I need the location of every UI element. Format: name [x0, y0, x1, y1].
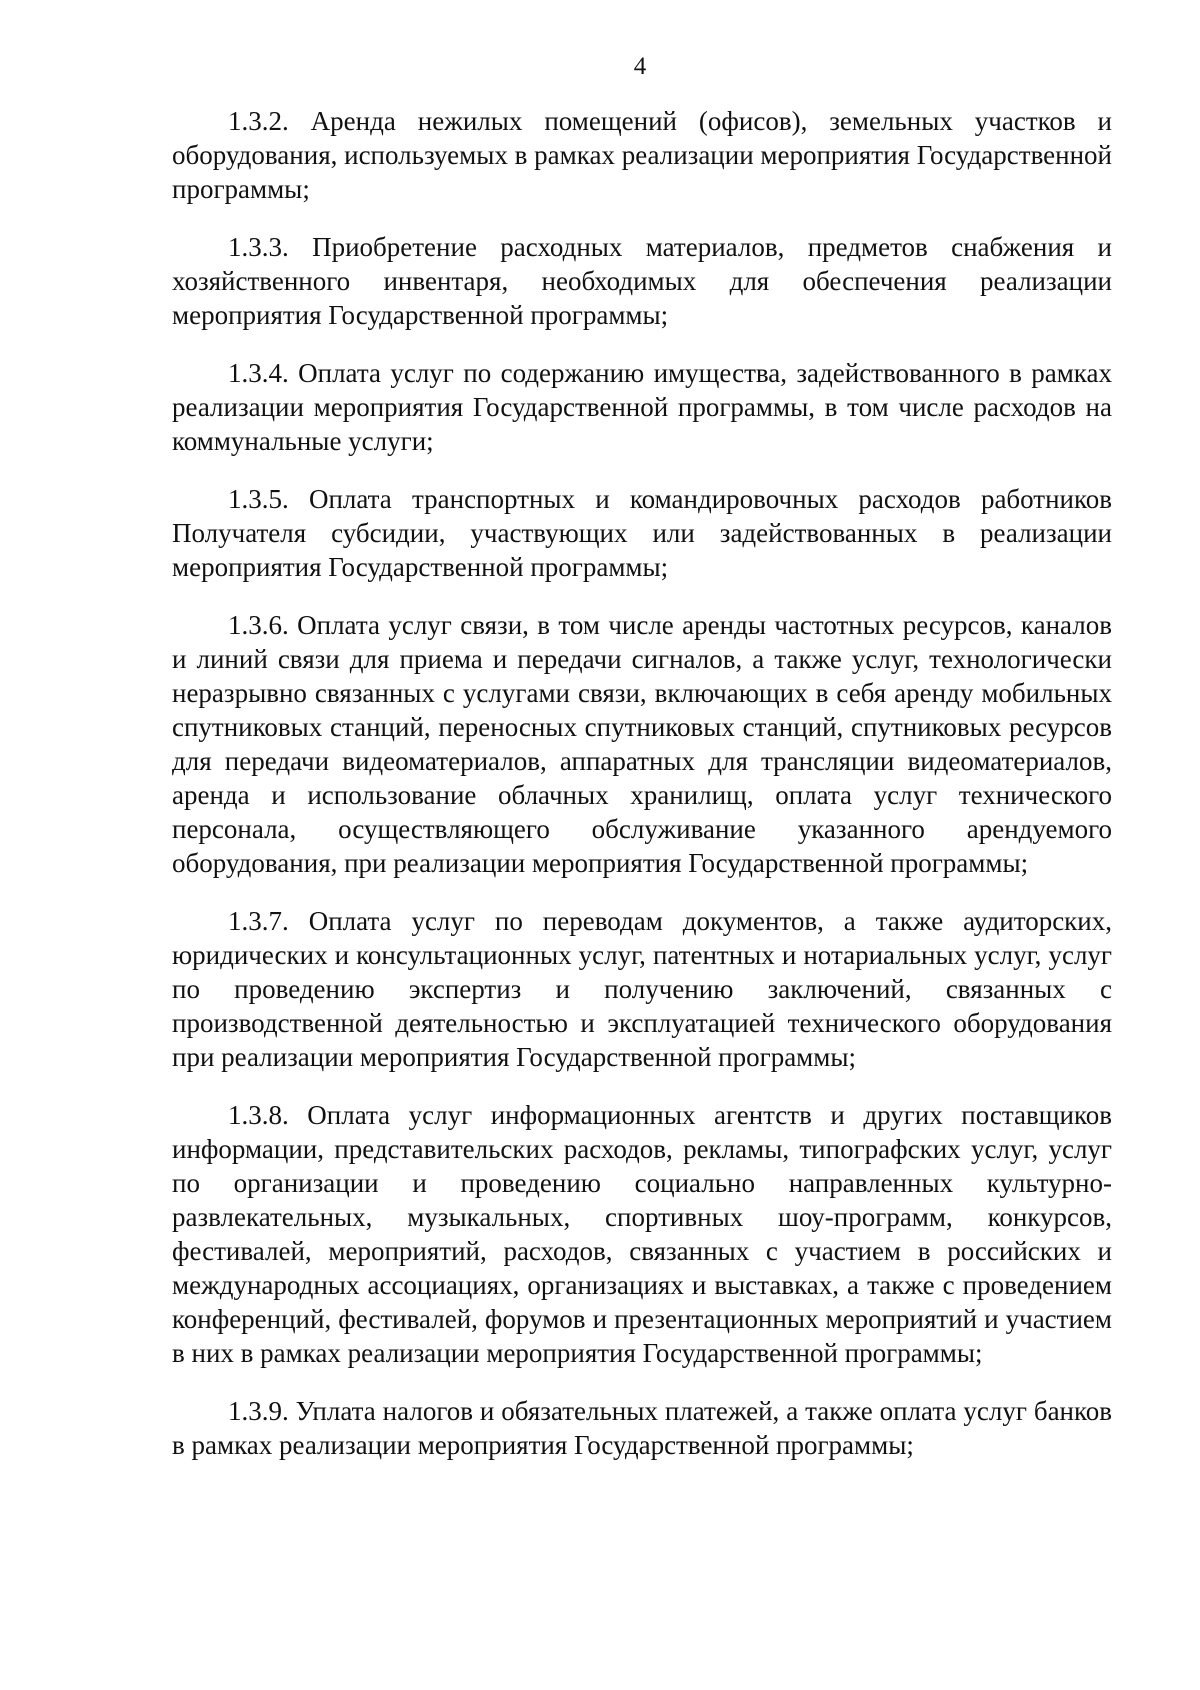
- document-body: [172, 104, 1112, 1462]
- page-number: 4: [633, 53, 647, 80]
- paragraph-1-3-4: 1.3.4. Оплата услуг по содержанию имущества, задействованного в рамках реализации мероприятия Государственной программы, в том числе расходов на коммунальные услуги;: [172, 358, 1112, 456]
- paragraph-1-3-9: 1.3.9. Уплата налогов и обязательных платежей, а также оплата услуг банков в рамках реализации мероприятия Государственной программы;: [172, 1396, 1112, 1460]
- paragraph-1-3-2: 1.3.2. Аренда нежилых помещений (офисов), земельных участков и оборудования, используемых в рамках реализации мероприятия Государственной программы;: [172, 106, 1112, 204]
- paragraph-1-3-3: 1.3.3. Приобретение расходных материалов, предметов снабжения и хозяйственного инвентаря, необходимых для обеспечения реализации мероприятия Государственной программы;: [172, 232, 1112, 330]
- paragraph-1-3-8: 1.3.8. Оплата услуг информационных агентств и других поставщиков информации, представительских расходов, рекламы, типографских услуг, услуг по организации и проведению социально направленных культурно-развлекательных, музыкальных, спортивных шоу-программ, конкурсов, фестивалей, мероприятий, расходов, связанных с участием в российских и международных ассоциациях, организациях и выставках, а также с проведением конференций, фестивалей, форумов и презентационных мероприятий и участием в них в рамках реализации мероприятия Государственной программы;: [172, 1100, 1112, 1368]
- paragraph-1-3-5: 1.3.5. Оплата транспортных и командировочных расходов работников Получателя субсидии, участвующих или задействованных в реализации мероприятия Государственной программы;: [172, 484, 1112, 582]
- paragraph-1-3-7: 1.3.7. Оплата услуг по переводам документов, а также аудиторских, юридических и консультационных услуг, патентных и нотариальных услуг, услуг по проведению экспертиз и получению заключений, связанных с производственной деятельностью и эксплуатацией технического оборудования при реализации мероприятия Государственной программы;: [172, 906, 1112, 1072]
- paragraph-1-3-6: 1.3.6. Оплата услуг связи, в том числе аренды частотных ресурсов, каналов и линий связи для приема и передачи сигналов, а также услуг, технологически неразрывно связанных с услугами связи, включающих в себя аренду мобильных спутниковых станций, переносных спутниковых станций, спутниковых ресурсов для передачи видеоматериалов, аппаратных для трансляции видеоматериалов, аренда и использование облачных хранилищ, оплата услуг технического персонала, осуществляющего обслуживание указанного арендуемого оборудования, при реализации мероприятия Государственной программы;: [172, 610, 1112, 878]
